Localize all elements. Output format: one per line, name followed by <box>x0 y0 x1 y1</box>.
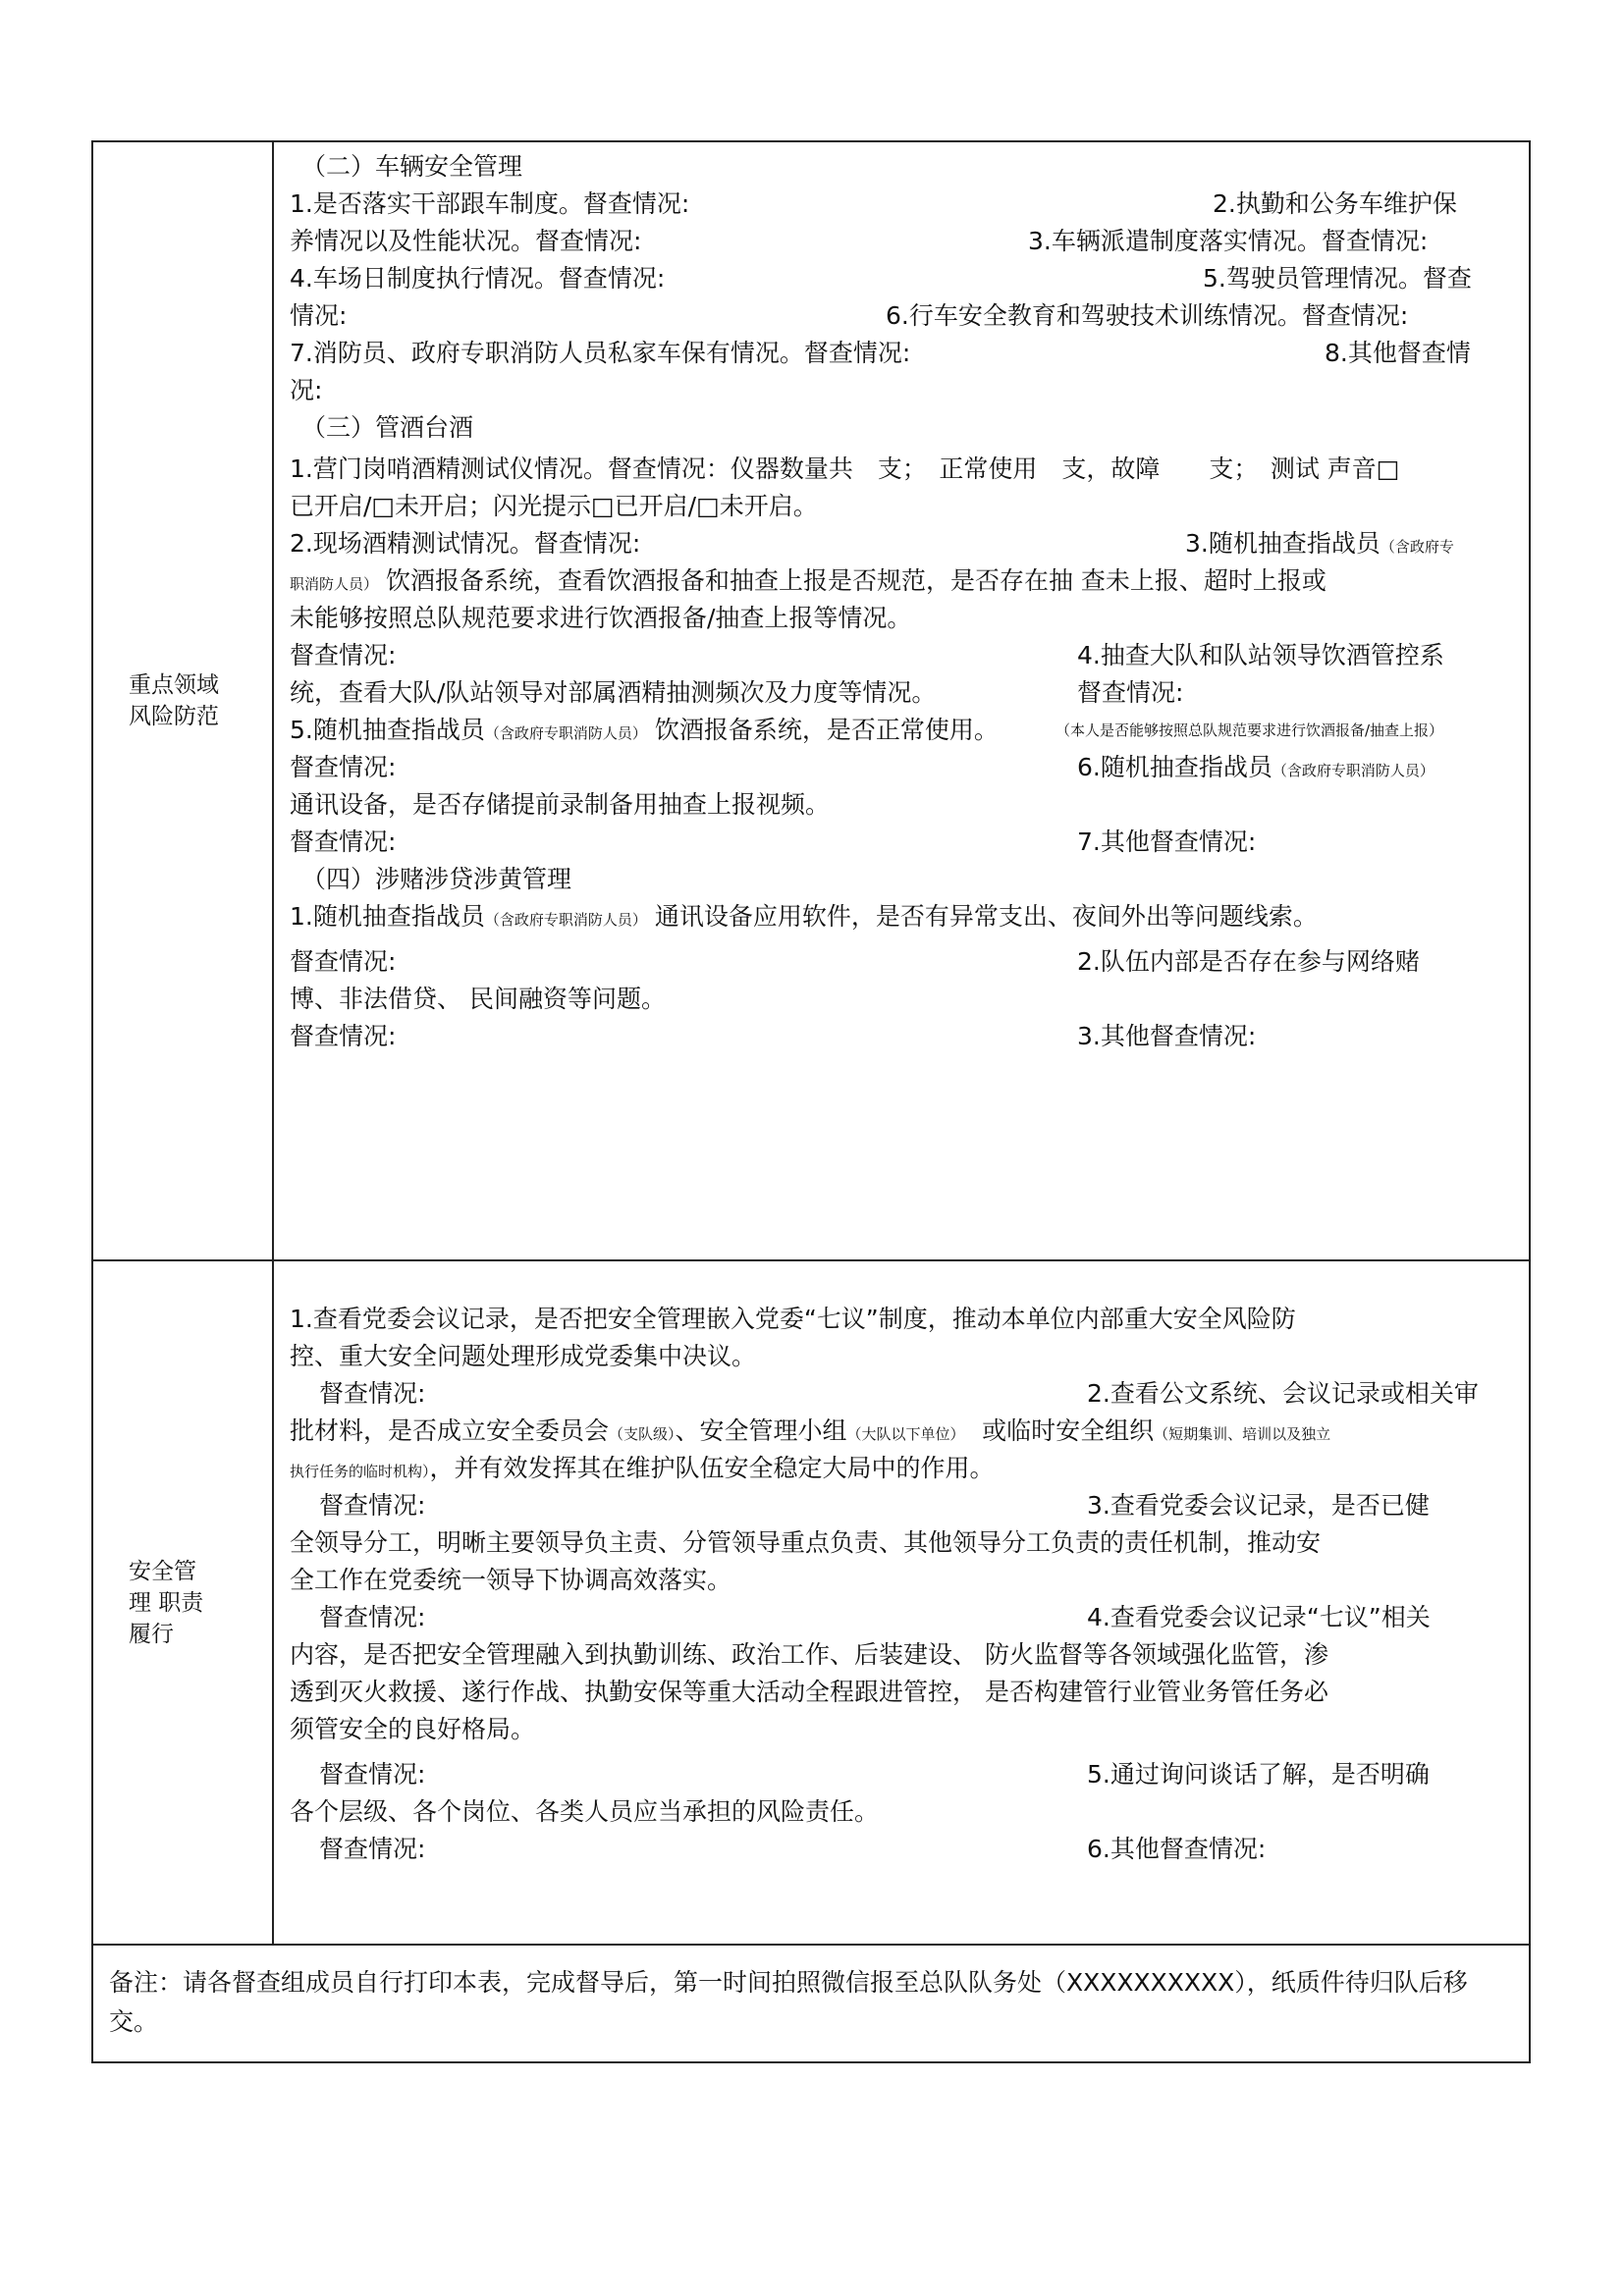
checklist-line: 职消防人员） 饮酒报备系统，查看饮酒报备和抽查上报是否规范，是否存在抽 查未上报、超时上报或 <box>290 566 1326 595</box>
checklist-line: 督查情况: 2.队伍内部是否存在参与网络赌 <box>290 947 1420 976</box>
subsection-heading: （二）车辆安全管理 <box>301 152 523 181</box>
checklist-line: 1.随机抽查指战员（含政府专职消防人员） 通讯设备应用软件，是否有异常支出、夜间外出等问题线索。 <box>290 902 1318 931</box>
checklist-line: 5.随机抽查指战员（含政府专职消防人员） 饮酒报备系统，是否正常使用。 （本人是否能够按照总队规范要求进行饮酒报备/抽查上报） <box>290 716 1444 744</box>
checklist-line: 督查情况: 3.其他督查情况: <box>290 1022 1257 1050</box>
checklist-line: 督查情况: 4.抽查大队和队站领导饮酒管控系 <box>290 641 1444 669</box>
checklist-line: 7.消防员、政府专职消防人员私家车保有情况。督查情况: 8.其他督查情 <box>290 339 1471 367</box>
note-row <box>93 1946 1529 2061</box>
section-safety-responsibility <box>93 1261 1529 1946</box>
checklist-line: 督查情况: 2.查看公文系统、会议记录或相关审 <box>319 1379 1479 1408</box>
inspection-table <box>91 140 1531 2063</box>
checklist-line: 未能够按照总队规范要求进行饮酒报备/抽查上报等情况。 <box>290 604 912 632</box>
section-label: 安全管 理 职责 履行 <box>129 1558 204 1647</box>
checklist-line: 督查情况: 3.查看党委会议记录，是否已健 <box>319 1491 1430 1520</box>
checklist-line: 况: <box>290 376 323 404</box>
checklist-line: 1.查看党委会议记录，是否把安全管理嵌入党委“七议”制度，推动本单位内部重大安全风险防 <box>290 1305 1296 1333</box>
checklist-line: 全领导分工，明晰主要领导负主责、分管领导重点负责、其他领导分工负责的责任机制，推动安 <box>290 1528 1322 1557</box>
checklist-line: 2.现场酒精测试情况。督查情况: 3.随机抽查指战员（含政府专 <box>290 529 1454 558</box>
note-text: 备注：请各督查组成员自行打印本表，完成督导后，第一时间拍照微信报至总队队务处（XXXXXXXXXX），纸质件待归队后移交。 <box>109 1968 1468 2036</box>
subsection-heading: （四）涉赌涉贷涉黄管理 <box>301 865 572 893</box>
section-content <box>274 142 1529 1259</box>
checklist-line: 情况: 6.行车安全教育和驾驶技术训练情况。督查情况: <box>290 301 1409 330</box>
subsection-heading: （三）管酒台酒 <box>301 413 474 442</box>
checklist-line: 养情况以及性能状况。督查情况: 3.车辆派遣制度落实情况。督查情况: <box>290 227 1429 255</box>
checklist-line: 统，查看大队/队站领导对部属酒精抽测频次及力度等情况。 督查情况: <box>290 678 1184 707</box>
section-label-cell <box>93 142 274 1259</box>
checklist-line: 通讯设备，是否存储提前录制备用抽查上报视频。 <box>290 790 831 819</box>
checklist-line: 督查情况: 6.随机抽查指战员（含政府专职消防人员） <box>290 753 1435 781</box>
checklist-line: 博、非法借贷、 民间融资等问题。 <box>290 985 666 1013</box>
checklist-line: 全工作在党委统一领导下协调高效落实。 <box>290 1566 732 1594</box>
checklist-line: 执行任务的临时机构），并有效发挥其在维护队伍安全稳定大局中的作用。 <box>290 1454 995 1482</box>
checklist-line: 透到灭火救援、遂行作战、执勤安保等重大活动全程跟进管控， 是否构建管行业管业务管任务必 <box>290 1678 1328 1706</box>
checklist-line: 4.车场日制度执行情况。督查情况: 5.驾驶员管理情况。督查 <box>290 264 1472 293</box>
checklist-line: 控、重大安全问题处理形成党委集中决议。 <box>290 1342 757 1370</box>
checklist-line: 1.是否落实干部跟车制度。督查情况: 2.执勤和公务车维护保 <box>290 189 1457 218</box>
checklist-line: 内容，是否把安全管理融入到执勤训练、政治工作、后装建设、 防火监督等各领域强化监管，渗 <box>290 1640 1328 1669</box>
section-label-cell <box>93 1261 274 1944</box>
checklist-line: 督查情况: 5.通过询问谈话了解，是否明确 <box>319 1760 1430 1789</box>
checklist-line: 1.营门岗哨酒精测试仪情况。督查情况：仪器数量共 支； 正常使用 支，故障 支； 测试 声音□ <box>290 454 1400 483</box>
section-risk-prevention <box>93 142 1529 1261</box>
checklist-line: 督查情况: 6.其他督查情况: <box>319 1835 1267 1863</box>
section-label: 重点领域 风险防范 <box>129 672 219 729</box>
checklist-line: 已开启/□未开启；闪光提示□已开启/□未开启。 <box>290 492 818 520</box>
checklist-line: 督查情况: 4.查看党委会议记录“七议”相关 <box>319 1603 1431 1631</box>
checklist-line: 各个层级、各个岗位、各类人员应当承担的风险责任。 <box>290 1797 880 1826</box>
checklist-line: 督查情况: 7.其他督查情况: <box>290 828 1257 856</box>
checklist-line: 批材料，是否成立安全委员会（支队级）、安全管理小组（大队以下单位） 或临时安全组织（短期集训、培训以及独立 <box>290 1416 1331 1445</box>
section-content <box>274 1261 1529 1944</box>
checklist-line: 须管安全的良好格局。 <box>290 1715 536 1743</box>
